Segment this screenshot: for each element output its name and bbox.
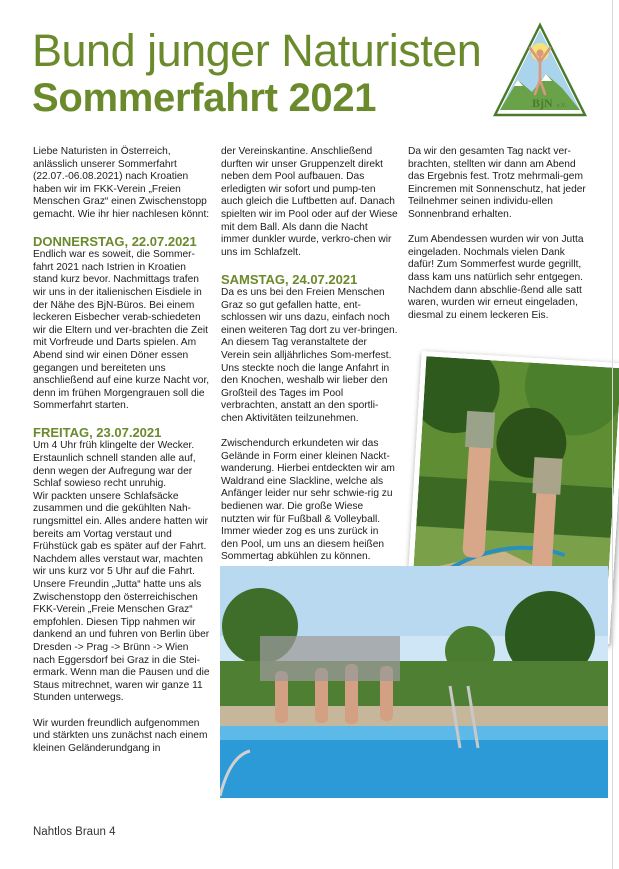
title-line-1: Bund junger Naturisten (32, 25, 482, 76)
heading-saturday: SAMSTAG, 24.07.2021 (221, 271, 358, 287)
photo-pool-jump (220, 566, 608, 798)
logo-suffix: e.V. (557, 103, 567, 109)
column-2 (221, 146, 398, 577)
friday-paragraph-3: Wir wurden freundlich aufgenommen und stärkten uns zunächst nach einem kleinen Geländerundgang in (33, 717, 208, 754)
column-1 (33, 146, 210, 768)
intro-paragraph: Liebe Naturisten in Österreich, anlässlich unserer Sommerfahrt (22.07.-06.08.2021) nach Kroatien haben wir im FKK-Verein „Freien Menschen Graz“ einen Zwischenstopp gemacht. Wie ihr hier nachlesen könnt: (33, 146, 210, 220)
column-3-paragraph-2: Zum Abendessen wurden wir von Jutta eingeladen. Nochmals vielen Dank dafür! Zum Sommerfest wurde gegrillt, dass kam uns natürlich sehr entgegen. Nachdem dann abschlie-ßend alle satt waren, wurden wir erneut eingeladen, diesmal zu einem leckeren Eis. (408, 234, 584, 321)
saturday-paragraph-2: Zwischendurch erkundeten wir das Gelände in Form einer kleinen Nackt-wanderung. Hierbei entdeckten wir am Waldrand eine Slackline, welche als Anfänger leider nur sehr schwie-rig zu bedienen war. Die große Wiese nutzten wir für Fußball & Volleyball. Immer wieder zog es uns zurück in den Pool, um uns an diesem heißen Sommertag abkühlen zu können. (221, 438, 395, 563)
logo-text: BjN (532, 96, 553, 110)
column-3 (408, 146, 588, 335)
friday-paragraph-2: Wir packten unsere Schlafsäcke zusammen und die gekühlten Nah-rungsmittel ein. Alles andere hatten wir bereits am Vortag verstaut und Frühstück gab es später auf der Fahrt. Nachdem alles verstaut war, machten wir uns kurz vor 5 Uhr auf die Fahrt. Unsere Freundin „Jutta“ hatte uns als Zwischenstopp den österreichischen FKK-Verein „Freie Menschen Graz“ empfohlen. Diesen Tipp nahmen wir dankend an und fuhren von Berlin über Dresden -> Prag -> Brünn -> Wien nach Eggersdorf bei Graz in die Stei-ermark. Wenn man die Pausen und die Staus mitrechnet, waren wir ganze 11 Stunden unterwegs. (33, 490, 210, 704)
title-line-2: Sommerfahrt 2021 (32, 76, 377, 120)
heading-friday: FREITAG, 23.07.2021 (33, 425, 162, 441)
page-edge-rule (612, 0, 613, 869)
thursday-paragraph: Endlich war es soweit, die Sommer-fahrt 2021 nach Istrien in Kroatien stand kurz bevor. Nachmittags trafen wir uns in der italienischen Eisdiele in der Nähe des BjN-Büros. Bei einem leckeren Eisbecher verab-schiedeten wir die Eltern und ver-brachten die Zeit mit Vorfreude und Darts spielen. Am Abend sind wir einen Döner essen gegangen und bereiteten uns anschließend auf eine kurze Nacht vor, denn im frühen Morgengrauen soll die Sommerfahrt starten. (33, 249, 210, 412)
heading-thursday: DONNERSTAG, 22.07.2021 (33, 234, 197, 250)
column-3-paragraph-1: Da wir den gesamten Tag nackt ver-brachten, stellten wir dann am Abend das Ergebnis fest. Trotz mehrmali-gem Eincremen mit Sonnenschutz, hat jeder Teilnehmer seinen individu-ellen Sonnenbrand erhalten. (408, 146, 586, 220)
page-footer: Nahtlos Braun 4 (33, 826, 116, 838)
saturday-paragraph-1: Da es uns bei den Freien Menschen Graz so gut gefallen hatte, ent-schlossen wir uns dazu, einfach noch einen weiteren Tag dort zu ver-bringen. An diesem Tag veranstaltete der Verein sein alljährliches Som-merfest. Uns steckte noch die lange Anfahrt in den Knochen, weshalb wir lieber den Großteil des Tages im Pool verbrachten, anstatt an den sportli-chen Aktivitäten teilzunehmen. (221, 286, 398, 424)
bjn-logo-icon (492, 22, 588, 118)
column-2-continuation: der Vereinskantine. Anschließend durften wir unser Gruppenzelt direkt neben dem Pool aufbauen. Das erledigten wir sofort und pump-ten auch gleich die Luftbetten auf. Danach spielten wir im Pool oder auf der Wiese mit dem Ball. Als dann die Nacht immer dunkler wurde, verkro-chen wir uns im Schlafzelt. (221, 146, 398, 258)
friday-paragraph-1: Um 4 Uhr früh klingelte der Wecker. Erstaunlich schnell standen alle auf, denn wegen der Aufregung war der Schlaf sowieso recht unruhig. (33, 440, 196, 490)
